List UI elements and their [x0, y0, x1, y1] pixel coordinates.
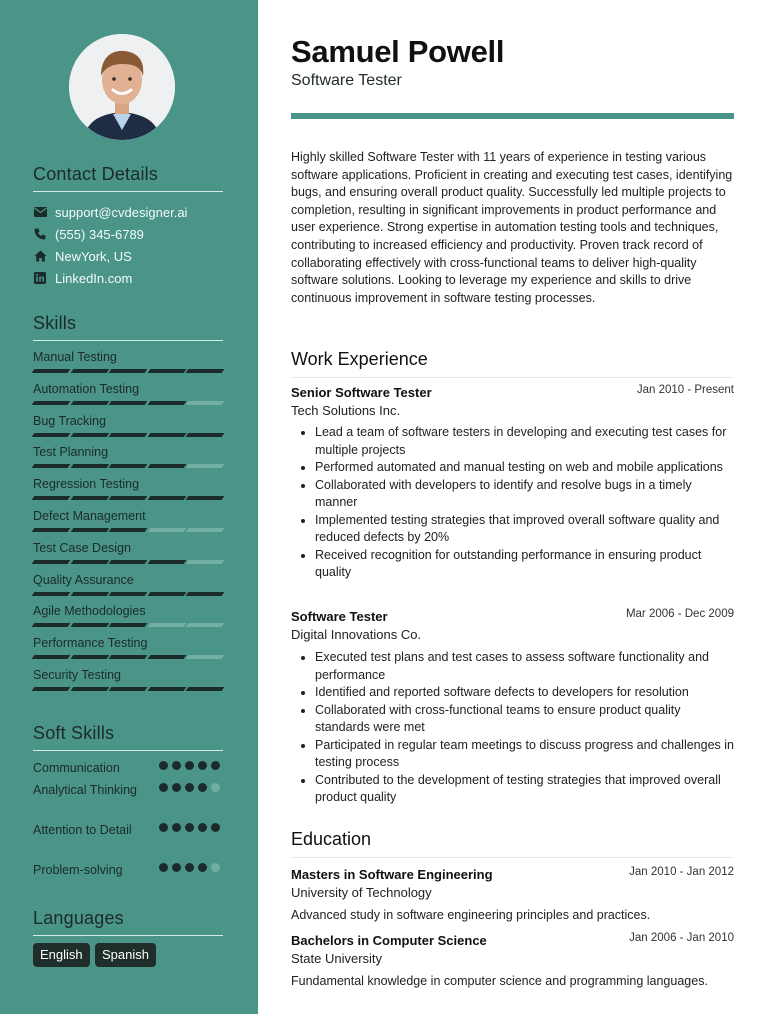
job-bullet: Implemented testing strategies that improved overall software quality and reduced defects by 20%: [291, 512, 734, 547]
profile-photo: [69, 34, 175, 140]
job-date: Jan 2010 - Present: [636, 384, 734, 396]
work-experience-heading: Work Experience: [291, 349, 734, 378]
skill-level-segment: [147, 401, 185, 405]
skill-name: Agile Methodologies: [33, 604, 146, 619]
rating-dot: [172, 761, 181, 770]
job-bullet: Received recognition for outstanding performance in ensuring product quality: [291, 547, 734, 582]
skill-name: Test Case Design: [33, 540, 131, 555]
soft-skill-name: Problem-solving: [33, 863, 123, 877]
job-title: Software Tester: [291, 609, 388, 624]
job-date: Mar 2006 - Dec 2009: [625, 608, 734, 620]
skill-level-segment: [147, 528, 185, 532]
job-bullet: Contributed to the development of testing strategies that improved overall product quality: [291, 772, 734, 807]
job-bullets: [291, 649, 734, 807]
degree-title: Masters in Software Engineering: [291, 867, 493, 882]
skill-item: [33, 572, 223, 596]
skill-level-segment: [186, 528, 224, 532]
rating-dot: [172, 863, 181, 872]
job-bullet: Performed automated and manual testing on web and mobile applications: [291, 459, 734, 477]
skill-level-bar: [33, 401, 223, 405]
skill-level-segment: [109, 433, 147, 437]
rating-dot: [185, 863, 194, 872]
skill-level-segment: [70, 528, 108, 532]
accent-bar: [291, 113, 734, 119]
job-bullet: Collaborated with developers to identify and resolve bugs in a timely manner: [291, 477, 734, 512]
skill-level-segment: [186, 655, 224, 659]
skill-level-segment: [186, 369, 224, 373]
rating-dot: [185, 783, 194, 792]
job-company: Digital Innovations Co.: [291, 627, 422, 642]
skill-item: [33, 381, 223, 405]
skill-level-segment: [109, 528, 147, 532]
contact-email-text: support@cvdesigner.ai: [55, 204, 188, 220]
rating-dot: [185, 761, 194, 770]
skill-name: Automation Testing: [33, 381, 140, 396]
soft-skill-item: [33, 861, 223, 879]
degree-date: Jan 2006 - Jan 2010: [629, 932, 734, 944]
skill-item: [33, 413, 223, 437]
soft-skill-item: [33, 821, 223, 839]
contact-location: [33, 247, 132, 265]
skill-level-segment: [109, 623, 147, 627]
skill-name: Quality Assurance: [33, 572, 134, 587]
skill-level-segment: [32, 464, 70, 468]
skill-item: [33, 508, 223, 532]
contact-linkedin[interactable]: [33, 269, 132, 287]
profile-summary: Highly skilled Software Tester with 11 years of experience in testing various software applications. Proficient in creating and executing test cases, identifying bugs, and ensuring overall product quality. Successfully led multiple projects to completion, resulting in significant improvements in product performance and user experience. Strong expertise in automation testing tools and techniques, contributing to increased efficiency and productivity. Proven track record of collaborating effectively with cross-functional teams to deliver high-quality software solutions. Looking to leverage my experience and skills to drive continuous improvement in software testing processes.: [291, 150, 733, 305]
contact-phone-text: (555) 345-6789: [55, 226, 144, 242]
skills-heading: Skills: [33, 313, 223, 341]
home-icon: [33, 249, 47, 263]
rating-dot: [198, 823, 207, 832]
rating-dot: [198, 863, 207, 872]
skill-level-segment: [32, 401, 70, 405]
skill-level-segment: [186, 687, 224, 691]
skill-level-bar: [33, 623, 223, 627]
skill-level-segment: [147, 655, 185, 659]
skill-level-segment: [70, 655, 108, 659]
skill-item: [33, 349, 223, 373]
soft-skill-name: Communication: [33, 761, 120, 775]
job-title: Senior Software Tester: [291, 385, 432, 400]
skill-level-segment: [109, 655, 147, 659]
contact-email[interactable]: [33, 203, 187, 221]
skill-level-segment: [186, 592, 224, 596]
skill-level-segment: [32, 496, 70, 500]
skill-level-segment: [32, 687, 70, 691]
skill-name: Security Testing: [33, 668, 122, 682]
person-name: Samuel Powell: [291, 34, 505, 69]
degree-description: Advanced study in software engineering principles and practices.: [291, 908, 651, 922]
skill-level-segment: [109, 369, 147, 373]
rating-dot: [159, 761, 168, 770]
skill-level-bar: [33, 464, 223, 468]
skill-level-segment: [70, 592, 108, 596]
skill-level-segment: [109, 496, 147, 500]
skill-level-bar: [33, 655, 223, 659]
degree-description: Fundamental knowledge in computer science and programming languages.: [291, 974, 708, 988]
job-bullet: Identified and reported software defects to developers for resolution: [291, 684, 734, 702]
degree-date: Jan 2010 - Jan 2012: [629, 866, 734, 878]
skill-level-bar: [33, 433, 223, 437]
job-bullet: Lead a team of software testers in developing and executing test cases for multiple projects: [291, 424, 734, 459]
skill-level-segment: [109, 592, 147, 596]
skill-name: Manual Testing: [33, 350, 117, 364]
skill-level-segment: [32, 528, 70, 532]
skill-level-segment: [186, 464, 224, 468]
soft-skills-heading: Soft Skills: [33, 723, 223, 751]
skill-item: [33, 540, 223, 564]
skill-level-segment: [32, 623, 70, 627]
soft-skill-rating: [159, 863, 220, 872]
envelope-icon: [33, 205, 47, 219]
rating-dot: [211, 823, 220, 832]
skill-level-segment: [70, 560, 108, 564]
languages-heading: Languages: [33, 908, 223, 936]
degree-title: Bachelors in Computer Science: [291, 933, 487, 948]
rating-dot: [172, 783, 181, 792]
skill-level-segment: [147, 592, 185, 596]
job-company: Tech Solutions Inc.: [291, 403, 401, 418]
soft-skill-item: [33, 759, 223, 777]
skill-level-segment: [186, 433, 224, 437]
sidebar: [0, 0, 258, 1014]
rating-dot: [159, 863, 168, 872]
skill-name: Bug Tracking: [33, 413, 106, 428]
skill-level-segment: [70, 623, 108, 627]
rating-dot: [159, 783, 168, 792]
job-role: Software Tester: [291, 72, 402, 89]
skill-level-segment: [147, 433, 185, 437]
rating-dot: [172, 823, 181, 832]
skill-level-segment: [109, 464, 147, 468]
contact-phone[interactable]: [33, 225, 144, 243]
language-badge: Spanish: [95, 943, 156, 967]
job-bullet: Participated in regular team meetings to discuss progress and challenges in testing process: [291, 737, 734, 772]
contact-location-text: NewYork, US: [55, 248, 132, 264]
soft-skill-name: Analytical Thinking: [33, 783, 137, 797]
skill-level-segment: [147, 464, 185, 468]
skill-level-segment: [147, 687, 185, 691]
skill-level-segment: [70, 687, 108, 691]
skill-level-bar: [33, 528, 223, 532]
skill-item: [33, 667, 223, 691]
skill-level-segment: [186, 496, 224, 500]
soft-skill-rating: [159, 823, 220, 832]
rating-dot: [211, 783, 220, 792]
contact-heading: Contact Details: [33, 164, 223, 192]
skill-level-segment: [32, 560, 70, 564]
rating-dot: [198, 783, 207, 792]
skill-item: [33, 635, 223, 659]
skill-level-segment: [186, 401, 224, 405]
skill-level-segment: [32, 369, 70, 373]
skill-item: [33, 476, 223, 500]
skill-level-bar: [33, 592, 223, 596]
skill-level-segment: [147, 623, 185, 627]
job-bullets: [291, 424, 734, 582]
soft-skill-rating: [159, 761, 220, 770]
rating-dot: [211, 863, 220, 872]
skill-level-segment: [70, 433, 108, 437]
skill-level-segment: [147, 496, 185, 500]
phone-icon: [33, 227, 47, 241]
skill-level-segment: [147, 560, 185, 564]
skill-level-segment: [109, 560, 147, 564]
rating-dot: [159, 823, 168, 832]
skill-level-segment: [32, 592, 70, 596]
skill-level-bar: [33, 496, 223, 500]
skill-level-segment: [32, 433, 70, 437]
skill-level-bar: [33, 560, 223, 564]
rating-dot: [198, 761, 207, 770]
school-name: University of Technology: [291, 885, 432, 900]
skill-level-segment: [32, 655, 70, 659]
linkedin-icon: [33, 271, 47, 285]
education-heading: Education: [291, 829, 734, 858]
skill-level-segment: [70, 401, 108, 405]
language-badge: English: [33, 943, 90, 967]
job-bullet: Executed test plans and test cases to assess software functionality and performance: [291, 649, 734, 684]
skill-level-segment: [70, 369, 108, 373]
skill-level-segment: [109, 401, 147, 405]
skill-level-segment: [147, 369, 185, 373]
rating-dot: [211, 761, 220, 770]
skill-name: Defect Management: [33, 509, 146, 523]
skill-level-segment: [186, 560, 224, 564]
skill-level-segment: [186, 623, 224, 627]
skill-level-segment: [70, 496, 108, 500]
skill-level-bar: [33, 369, 223, 373]
skill-name: Test Planning: [33, 445, 109, 460]
skill-level-segment: [109, 687, 147, 691]
job-bullet: Collaborated with cross-functional teams to ensure product quality standards were met: [291, 702, 734, 737]
soft-skill-item: [33, 781, 223, 799]
soft-skill-name: Attention to Detail: [33, 823, 132, 837]
skill-item: [33, 444, 223, 468]
skill-level-segment: [70, 464, 108, 468]
rating-dot: [185, 823, 194, 832]
skill-name: Performance Testing: [33, 636, 148, 651]
skill-item: [33, 603, 223, 627]
soft-skill-rating: [159, 783, 220, 792]
skill-level-bar: [33, 687, 223, 691]
school-name: State University: [291, 951, 383, 966]
skill-name: Regression Testing: [33, 477, 140, 492]
contact-linkedin-text: LinkedIn.com: [55, 270, 133, 286]
